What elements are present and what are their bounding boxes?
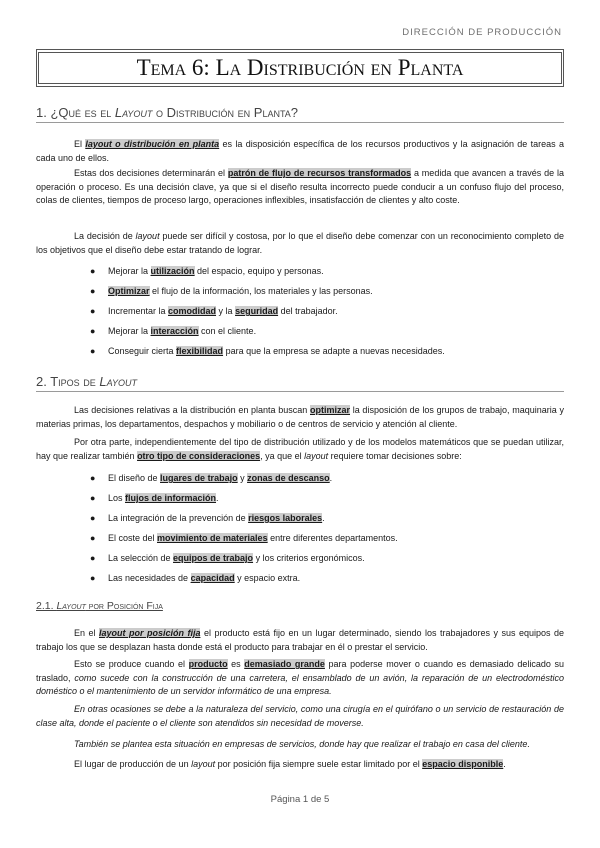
bullet-icon: ● — [90, 306, 96, 316]
bullet-icon: ● — [90, 533, 96, 543]
list-item: ● Mejorar la interacción con el cliente. — [90, 326, 257, 336]
section-2-heading: 2. Tipos de Layout — [36, 374, 564, 392]
paragraph-layout-decision: La decisión de layout puede ser difícil y costosa, por lo que el diseño debe comenzar con un reconocimiento completo de los objetivos que el diseño debe estar tratando de lograr. — [36, 231, 564, 255]
bullet-icon: ● — [90, 266, 96, 276]
paragraph-definition: El layout o distribución en planta es la disposición específica de los recursos productivos y la asignación de tareas a cada uno de ellos. — [36, 139, 564, 163]
page-number: Página 1 de 5 — [270, 794, 330, 805]
paragraph-large-product: Esto se produce cuando el producto es demasiado grande para poderse mover o cuando es demasiado delicado su traslado, como sucede con la construcción de una carretera, el ensamblado de un avión, la reparación de un electrodoméstico doméstico o el mantenimiento de un servidor informático de una empresa. — [36, 659, 564, 696]
bullet-icon: ● — [90, 513, 96, 523]
page-title: Tema 6: La Distribución en Planta — [136, 55, 464, 80]
list-item: ● Conseguir cierta flexibilidad para que la empresa se adapte a nuevas necesidades. — [90, 346, 445, 356]
list-item: ● Incrementar la comodidad y la seguridad del trabajador. — [90, 306, 338, 316]
paragraph-services-at-home: También se plantea esta situación en empresas de servicios, donde hay que realizar el trabajo en casa del cliente. — [74, 739, 530, 749]
list-item: ● El coste del movimiento de materiales entre diferentes departamentos. — [90, 533, 398, 543]
bullet-icon: ● — [90, 493, 96, 503]
running-header: DIRECCIÓN DE PRODUCCIÓN — [402, 27, 562, 38]
section-1-heading: 1. ¿Qué es el Layout o Distribución en Planta? — [36, 105, 564, 123]
section-2-1-heading: 2.1. Layout por Posición Fija — [36, 600, 163, 612]
title-inner-frame — [38, 52, 562, 84]
bullet-icon: ● — [90, 346, 96, 356]
paragraph-fixed-position: En el layout por posición fija el producto está fijo en un lugar determinado, siendo los trabajadores y sus equipos de trabajo los que se desplazan hasta donde está el producto para trabajar en él o prestar el servicio. — [36, 628, 564, 652]
list-item: ● Optimizar el flujo de la información, los materiales y las personas. — [90, 286, 373, 296]
paragraph-limited-space: El lugar de producción de un layout por posición fija siempre suele estar limitado por el espacio disponible. — [74, 759, 506, 769]
bullet-icon: ● — [90, 326, 96, 336]
paragraph-optimize: Las decisiones relativas a la distribución en planta buscan optimizar la disposición de los grupos de trabajo, maquinaria y materias primas, los departamentos, despachos y mobiliario o de centros de servicio y atención al cliente. — [36, 405, 564, 429]
list-item: ● Los flujos de información. — [90, 493, 219, 503]
title-frame — [36, 49, 564, 87]
list-item: ● La selección de equipos de trabajo y los criterios ergonómicos. — [90, 553, 365, 563]
bullet-icon: ● — [90, 286, 96, 296]
paragraph-service-nature: En otras ocasiones se debe a la naturaleza del servicio, como una cirugía en el quirófano o un servicio de restauración de clase alta, donde el paciente o el cliente son atendidos sin necesidad de moverse. — [36, 704, 564, 728]
list-item: ● Las necesidades de capacidad y espacio extra. — [90, 573, 301, 583]
list-item: ● Mejorar la utilización del espacio, equipo y personas. — [90, 266, 324, 276]
paragraph-considerations: Por otra parte, independientemente del tipo de distribución utilizado y de los modelos matemáticos que se puedan utilizar, hay que realizar también otro tipo de consideraciones, ya que el layout requiere tomar decisiones sobre: — [36, 437, 564, 461]
bullet-icon: ● — [90, 473, 96, 483]
paragraph-flow-pattern: Estas dos decisiones determinarán el patrón de flujo de recursos transformados a medida que avancen a través de la operación o proceso. Es una decisión clave, ya que si el diseño resulta incorrecto puede conducir a un confuso flujo del proceso, colas de clientes, tiempos de proceso largo, operaciones inflexibles, insatisfacción de clientes y alto coste. — [36, 168, 564, 205]
bullet-icon: ● — [90, 573, 96, 583]
list-item: ● La integración de la prevención de riesgos laborales. — [90, 513, 325, 523]
list-item: ● El diseño de lugares de trabajo y zonas de descanso. — [90, 473, 333, 483]
bullet-icon: ● — [90, 553, 96, 563]
